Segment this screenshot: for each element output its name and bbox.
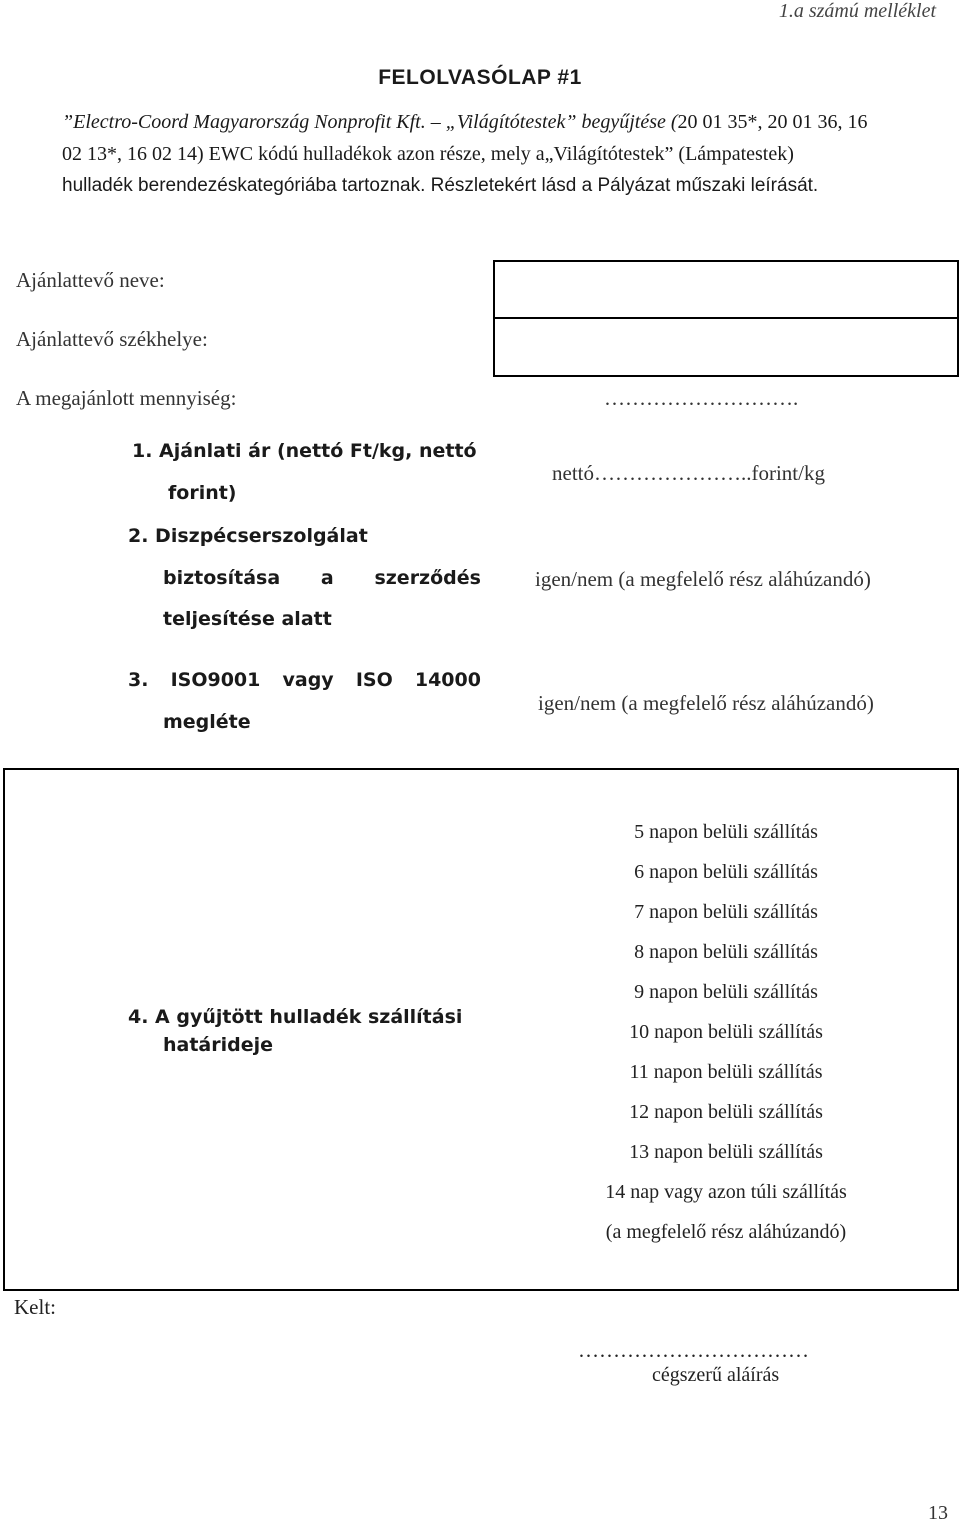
delivery-option: 7 napon belüli szállítás bbox=[634, 901, 818, 923]
delivery-option: 8 napon belüli szállítás bbox=[634, 941, 818, 963]
intro-line1-rest: 20 01 35*, 20 01 36, 16 bbox=[677, 111, 868, 133]
delivery-note: (a megfelelő rész aláhúzandó) bbox=[605, 1221, 847, 1243]
item1-label-line1: 1. Ajánlati ár (nettó Ft/kg, nettó bbox=[132, 440, 477, 462]
item3-word3: ISO bbox=[355, 669, 393, 691]
item3-word1: ISO9001 bbox=[170, 669, 261, 691]
table-border-top bbox=[493, 260, 959, 262]
item3-word4: 14000 bbox=[414, 669, 481, 691]
table-border-row1 bbox=[493, 317, 959, 319]
section-border-bottom bbox=[3, 1289, 959, 1291]
item2-word1: biztosítása bbox=[163, 567, 281, 589]
intro-line-2: 02 13*, 16 02 14) EWC kódú hulladékok azon része, mely a„Világítótestek” (Lámpatestek) bbox=[62, 143, 794, 165]
item1-label-line2: forint) bbox=[168, 482, 237, 504]
page-title: FELOLVASÓLAP #1 bbox=[378, 66, 582, 89]
item3-word2: vagy bbox=[282, 669, 334, 691]
item2-label-line3: teljesítése alatt bbox=[163, 608, 332, 630]
item2-word2: a bbox=[320, 567, 334, 589]
intro-line-3: hulladék berendezéskategóriába tartoznak. Részletekért lásd a Pályázat műszaki leírását. bbox=[62, 175, 819, 196]
annex-label: 1.a számú melléklet bbox=[778, 0, 936, 22]
item3-label-line1 bbox=[128, 669, 481, 691]
delivery-option: 5 napon belüli szállítás bbox=[634, 821, 818, 843]
delivery-option: 11 napon belüli szállítás bbox=[629, 1061, 823, 1083]
item3-label-line2: megléte bbox=[163, 711, 251, 733]
item1-value: nettó…………………..forint/kg bbox=[552, 461, 825, 485]
signature-label: cégszerű aláírás bbox=[652, 1364, 780, 1386]
delivery-option: 10 napon belüli szállítás bbox=[629, 1021, 823, 1043]
quantity-label: A megajánlott mennyiség: bbox=[16, 386, 237, 410]
intro-paragraph bbox=[62, 106, 950, 202]
item4-label-line2: határideje bbox=[163, 1034, 274, 1056]
item3-num: 3. bbox=[128, 669, 149, 691]
signature-dots: …………………………… bbox=[578, 1338, 809, 1362]
item4-label-line1: 4. A gyűjtött hulladék szállítási bbox=[128, 1006, 463, 1028]
item3-value: igen/nem (a megfelelő rész aláhúzandó) bbox=[538, 691, 874, 715]
section-border-right bbox=[957, 768, 959, 1291]
delivery-option: 12 napon belüli szállítás bbox=[629, 1101, 823, 1123]
kelt-label: Kelt: bbox=[14, 1295, 56, 1319]
section-border-left bbox=[3, 768, 5, 1291]
delivery-option: 13 napon belüli szállítás bbox=[629, 1141, 823, 1163]
delivery-options-list bbox=[540, 812, 912, 1252]
table-border-row2 bbox=[493, 375, 959, 377]
quantity-value-dots: ………………………. bbox=[604, 386, 799, 410]
item2-word3: szerződés bbox=[374, 567, 481, 589]
bidder-name-label: Ajánlattevő neve: bbox=[16, 268, 165, 292]
section-border-top bbox=[3, 768, 959, 770]
intro-italic-part: ”Electro-Coord Magyarország Nonprofit Kft. – „Világítótestek” begyűjtése ( bbox=[62, 111, 678, 133]
delivery-option: 9 napon belüli szállítás bbox=[634, 981, 818, 1003]
item2-value: igen/nem (a megfelelő rész aláhúzandó) bbox=[535, 567, 871, 591]
item2-label-line2 bbox=[163, 567, 481, 589]
delivery-option: 6 napon belüli szállítás bbox=[634, 861, 818, 883]
page-number: 13 bbox=[928, 1502, 948, 1524]
delivery-option: 14 nap vagy azon túli szállítás bbox=[605, 1181, 847, 1203]
item2-label-line1: 2. Diszpécserszolgálat bbox=[128, 525, 368, 547]
bidder-seat-label: Ajánlattevő székhelye: bbox=[16, 327, 208, 351]
intro-line-1 bbox=[62, 106, 950, 138]
